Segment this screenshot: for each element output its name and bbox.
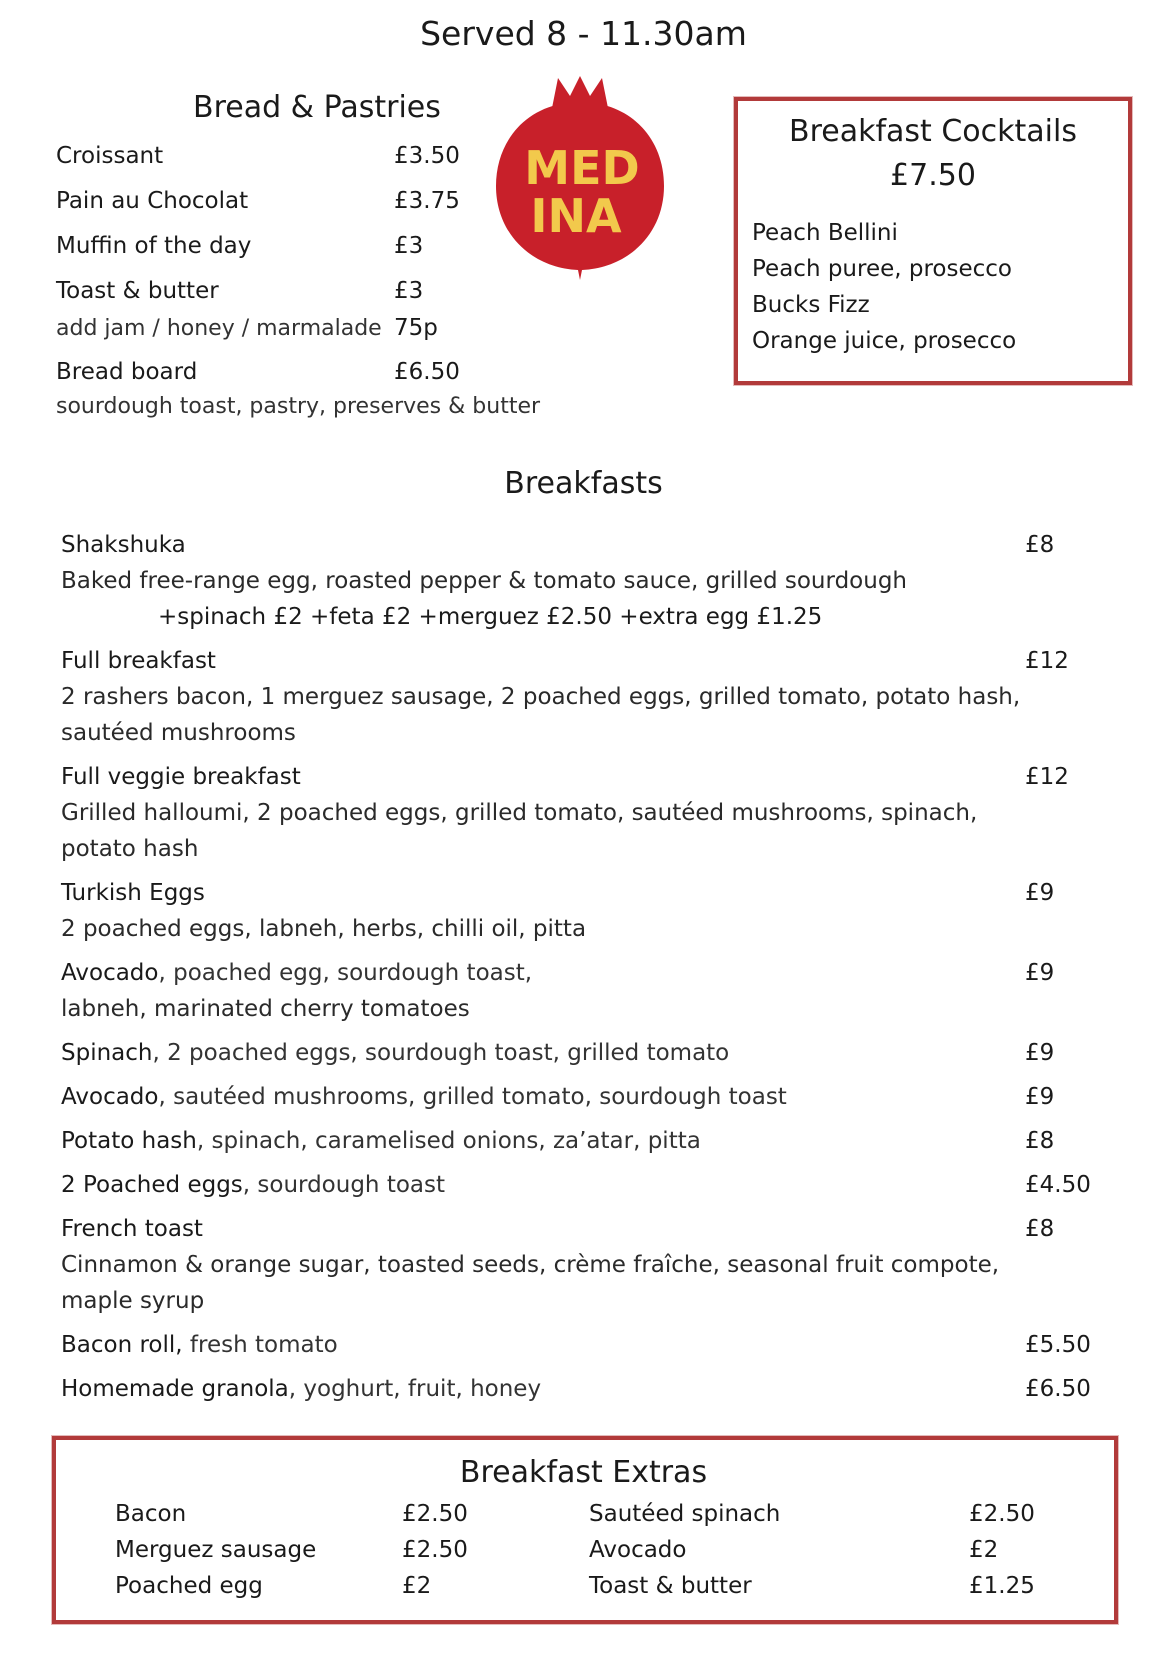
logo-text-line1: MED (524, 141, 640, 195)
breakfast-item-price: £9 (1025, 1084, 1055, 1110)
cocktail-description: Orange juice, prosecco (752, 328, 1017, 354)
breakfast-item (61, 1172, 445, 1198)
extra-item-name: Toast & butter (589, 1573, 752, 1599)
pomegranate-logo-icon (490, 72, 670, 284)
breakfast-item (61, 532, 186, 558)
breakfast-item-description: 2 rashers bacon, 1 merguez sausage, 2 poached eggs, grilled tomato, potato hash, (61, 684, 1021, 710)
logo-text-line2: INA (530, 189, 622, 243)
medina-logo (490, 72, 670, 284)
breakfast-item-addons: +spinach £2 +feta £2 +merguez £2.50 +extra egg £1.25 (158, 604, 823, 630)
bread-item-name: Bread board (56, 359, 198, 385)
bread-addon-price: 75p (394, 315, 438, 341)
extra-item-price: £2 (969, 1537, 999, 1563)
breakfast-item-name: Potato hash (61, 1128, 197, 1154)
bread-item-price: £3.50 (394, 143, 460, 169)
extra-item-name: Poached egg (115, 1573, 263, 1599)
breakfast-item-price: £8 (1025, 1128, 1055, 1154)
breakfast-item-description: sautéed mushrooms (61, 720, 296, 746)
bread-addon-name: add jam / honey / marmalade (56, 316, 382, 341)
breakfast-item-price: £9 (1025, 1040, 1055, 1066)
cocktail-description: Peach puree, prosecco (752, 256, 1012, 282)
breakfast-item-description: Grilled halloumi, 2 poached eggs, grilled tomato, sautéed mushrooms, spinach, (61, 800, 978, 826)
breakfast-item (61, 1040, 729, 1066)
bread-item-price: £3 (394, 233, 424, 259)
extra-item-name: Sautéed spinach (589, 1501, 781, 1527)
breakfast-item-price: £9 (1025, 960, 1055, 986)
breakfast-item-price: £8 (1025, 1216, 1055, 1242)
extra-item-price: £1.25 (969, 1573, 1035, 1599)
breakfast-item-name: Avocado (61, 1084, 159, 1110)
breakfast-item-inline-desc: fresh tomato (182, 1332, 338, 1358)
bread-item-name: Croissant (56, 143, 164, 169)
breakfast-item-name: Turkish Eggs (61, 880, 205, 906)
breakfast-item-price: £6.50 (1025, 1376, 1091, 1402)
breakfast-item-name: Full breakfast (61, 648, 216, 674)
bread-item-name: Pain au Chocolat (56, 188, 249, 214)
extra-item-price: £2.50 (402, 1537, 468, 1563)
extra-item-price: £2.50 (402, 1501, 468, 1527)
breakfast-item-name: Bacon roll, (61, 1332, 183, 1358)
breakfast-item-price: £12 (1025, 648, 1069, 674)
breakfast-item (61, 764, 301, 790)
bread-item-price: £6.50 (394, 359, 460, 385)
breakfast-item-inline-desc: , 2 poached eggs, sourdough toast, grilled tomato (152, 1040, 730, 1066)
extra-item-name: Merguez sausage (115, 1537, 317, 1563)
breakfast-item-description: Cinnamon & orange sugar, toasted seeds, crème fraîche, seasonal fruit compote, (61, 1252, 1000, 1278)
breakfast-item-description: Baked free-range egg, roasted pepper & tomato sauce, grilled sourdough (61, 568, 907, 594)
breakfast-item-price: £9 (1025, 880, 1055, 906)
breakfast-item-description: 2 poached eggs, labneh, herbs, chilli oil, pitta (61, 916, 587, 942)
extra-item-price: £2 (402, 1573, 432, 1599)
breakfast-item-name: Avocado (61, 960, 159, 986)
breakfast-item (61, 880, 205, 906)
breakfast-item (61, 960, 532, 986)
breakfast-item-inline-desc: , spinach, caramelised onions, za’atar, pitta (196, 1128, 701, 1154)
extra-item-name: Bacon (115, 1501, 187, 1527)
breakfast-item-name: French toast (61, 1216, 203, 1242)
bread-pastries-title: Bread & Pastries (193, 90, 441, 125)
cocktails-price: £7.50 (890, 158, 976, 193)
bread-item-name: Toast & butter (56, 278, 219, 304)
breakfast-item (61, 1216, 203, 1242)
breakfast-item (61, 1332, 338, 1358)
breakfast-item-description: potato hash (61, 836, 199, 862)
breakfast-item-name: 2 Poached eggs (61, 1172, 243, 1198)
breakfast-item-inline-desc: , yoghurt, fruit, honey (288, 1376, 542, 1402)
breakfast-item-price: £4.50 (1025, 1172, 1091, 1198)
breakfast-item-description: maple syrup (61, 1288, 205, 1314)
bread-board-description: sourdough toast, pastry, preserves & butter (56, 394, 541, 419)
breakfast-item-inline-desc: , sautéed mushrooms, grilled tomato, sourdough toast (158, 1084, 787, 1110)
bread-item-price: £3 (394, 278, 424, 304)
breakfast-item-name: Homemade granola (61, 1376, 289, 1402)
breakfast-item-description: labneh, marinated cherry tomatoes (61, 996, 470, 1022)
breakfast-item-inline-desc: , sourdough toast (242, 1172, 446, 1198)
breakfast-item-price: £12 (1025, 764, 1069, 790)
breakfast-item-price: £5.50 (1025, 1332, 1091, 1358)
breakfast-item (61, 1128, 701, 1154)
bread-item-price: £3.75 (394, 188, 460, 214)
breakfast-item (61, 1084, 787, 1110)
breakfasts-title: Breakfasts (504, 466, 663, 501)
cocktails-title: Breakfast Cocktails (789, 114, 1077, 149)
served-times: Served 8 - 11.30am (420, 14, 747, 53)
breakfast-item-name: Shakshuka (61, 532, 186, 558)
extra-item-name: Avocado (589, 1537, 687, 1563)
cocktail-name: Peach Bellini (752, 220, 898, 246)
cocktail-name: Bucks Fizz (752, 292, 870, 318)
breakfast-item-name: Spinach (61, 1040, 153, 1066)
breakfast-item-price: £8 (1025, 532, 1055, 558)
extras-title: Breakfast Extras (459, 1455, 708, 1490)
extra-item-price: £2.50 (969, 1501, 1035, 1527)
bread-item-name: Muffin of the day (56, 233, 252, 259)
breakfast-item-inline-desc: , poached egg, sourdough toast, (158, 960, 533, 986)
breakfast-item (61, 1376, 541, 1402)
breakfast-item-name: Full veggie breakfast (61, 764, 301, 790)
breakfast-item (61, 648, 216, 674)
